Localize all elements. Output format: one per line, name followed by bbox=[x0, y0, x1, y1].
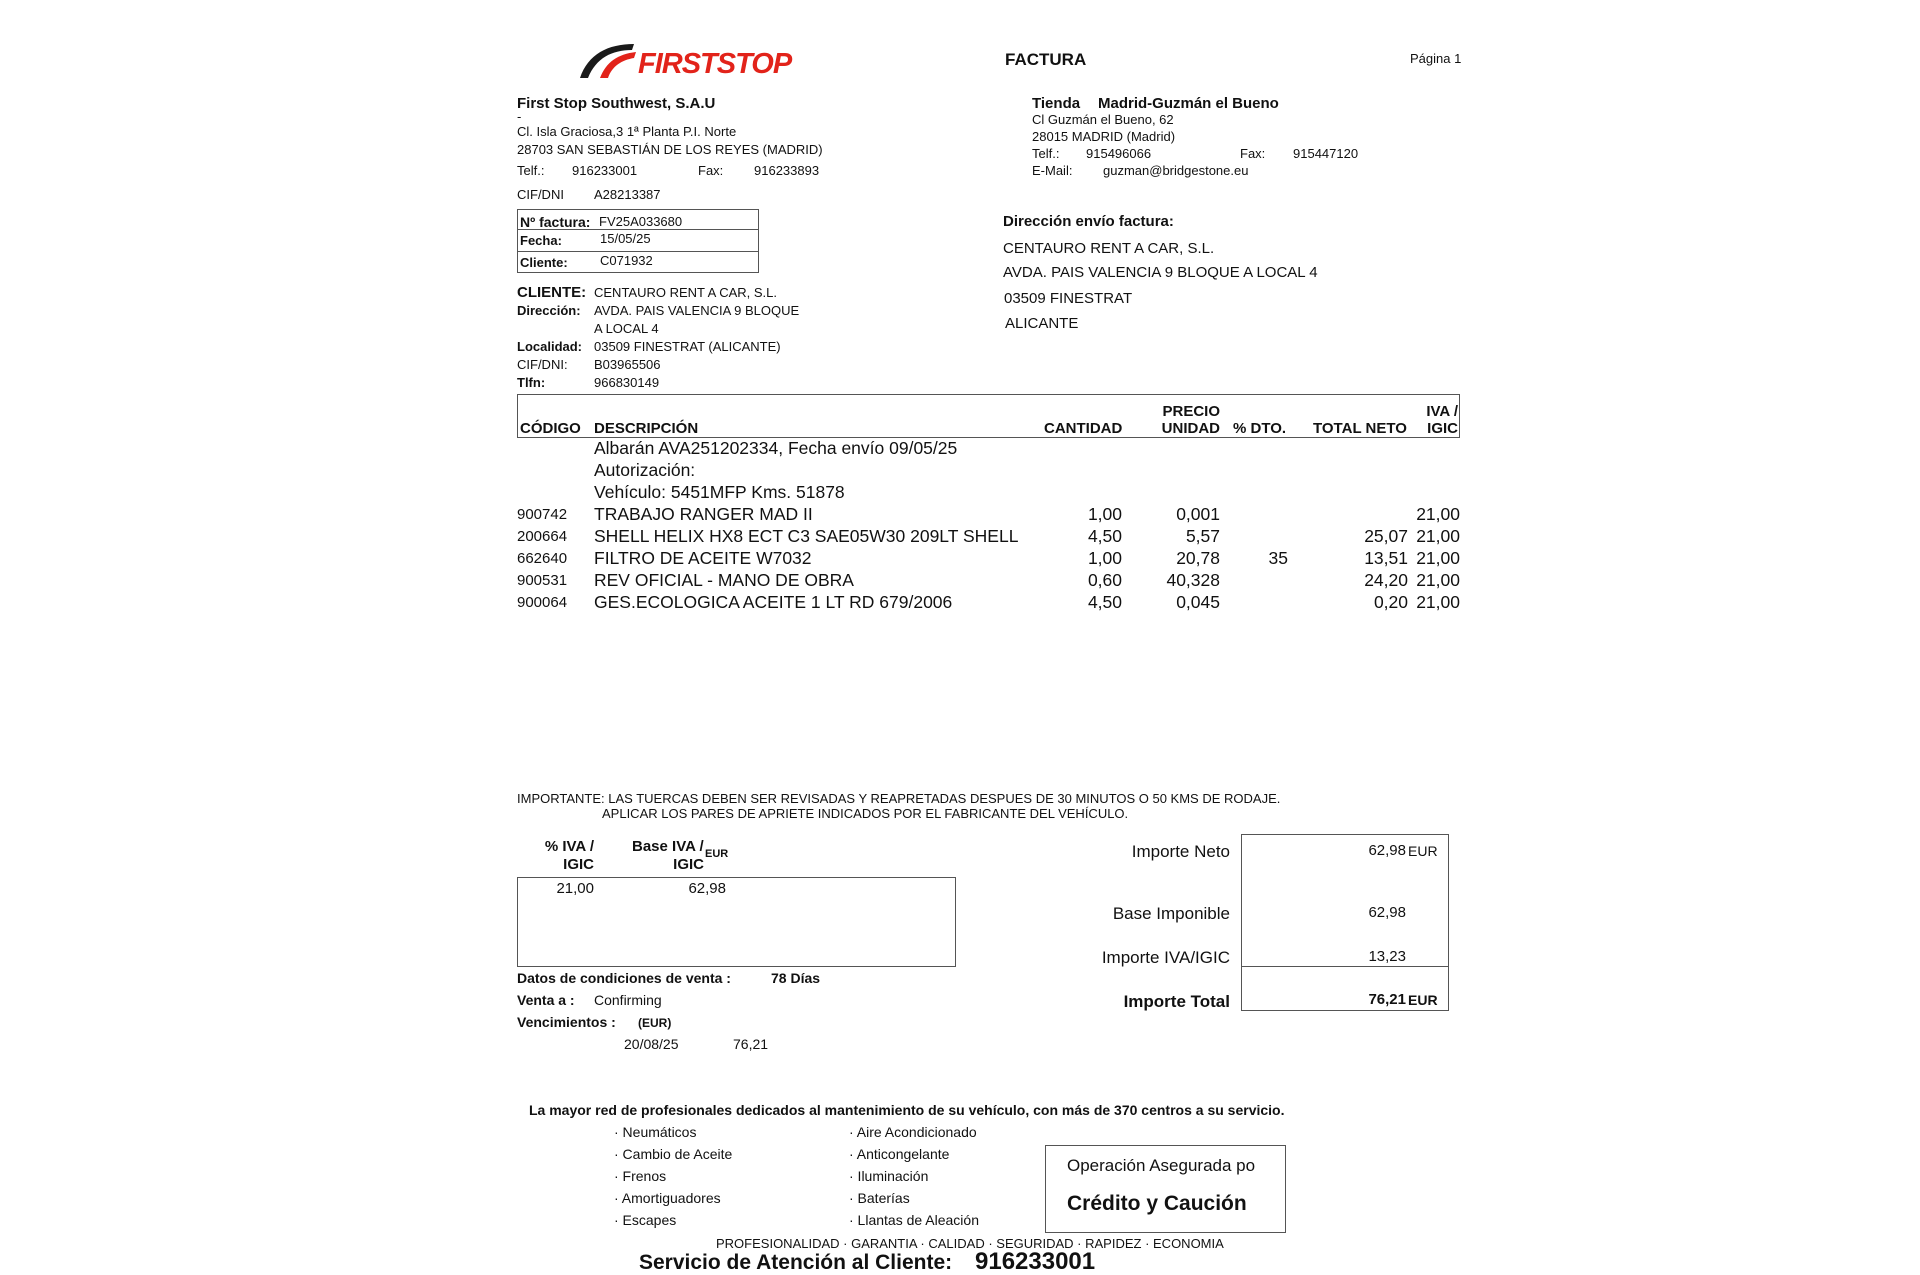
invoice-client-id: C071932 bbox=[600, 253, 653, 268]
row-unit-price: 0,045 bbox=[1176, 592, 1220, 612]
row-quantity: 1,00 bbox=[1087, 504, 1122, 524]
net-amount-currency: EUR bbox=[1408, 843, 1438, 859]
client-tel-label: Tlfn: bbox=[517, 375, 546, 390]
tax-base-value: 62,98 bbox=[688, 880, 726, 897]
due-amount: 76,21 bbox=[733, 1036, 769, 1052]
row-total: 25,07 bbox=[1364, 526, 1408, 546]
store-tel-label: Telf.: bbox=[1032, 146, 1060, 161]
company-address-1: Cl. Isla Graciosa,3 1ª Planta P.I. Norte bbox=[517, 124, 737, 139]
row-unit-price: 20,78 bbox=[1176, 548, 1220, 568]
shipping-line-2: AVDA. PAIS VALENCIA 9 BLOQUE A LOCAL 4 bbox=[1003, 264, 1318, 281]
row-quantity: 1,00 bbox=[1087, 548, 1122, 568]
row-quantity: 4,50 bbox=[1087, 526, 1122, 546]
tax-rate-header-2: IGIC bbox=[563, 856, 594, 873]
row-discount: 35 bbox=[1268, 548, 1288, 568]
row-unit-price: 5,57 bbox=[1185, 526, 1220, 546]
total-amount-value: 76,21 bbox=[1368, 991, 1406, 1008]
row-iva: 21,00 bbox=[1416, 548, 1460, 568]
list-item: · Aire Acondicionado bbox=[849, 1124, 977, 1140]
list-item: · Frenos bbox=[614, 1168, 667, 1184]
row-description: SHELL HELIX HX8 ECT C3 SAE05W30 209LT SHELL bbox=[594, 526, 1019, 546]
store-fax: 915447120 bbox=[1293, 146, 1359, 161]
store-fax-label: Fax: bbox=[1240, 146, 1266, 161]
company-cif: A28213387 bbox=[594, 187, 661, 202]
list-item: · Amortiguadores bbox=[614, 1190, 721, 1206]
total-amount-currency: EUR bbox=[1408, 992, 1438, 1008]
client-tel: 966830149 bbox=[594, 375, 660, 390]
store-tel: 915496066 bbox=[1086, 146, 1152, 161]
invoice-client-label: Cliente: bbox=[520, 255, 568, 270]
delivery-note: Albarán AVA251202334, Fecha envío 09/05/25 bbox=[594, 438, 958, 458]
list-item: · Baterías bbox=[849, 1190, 910, 1206]
row-iva: 21,00 bbox=[1416, 570, 1460, 590]
logo-wordmark: FIRSTSTOP bbox=[638, 48, 792, 80]
vehicle-note: Vehículo: 5451MFP Kms. 51878 bbox=[594, 482, 845, 502]
tax-base-currency: EUR bbox=[705, 848, 729, 860]
store-name: Madrid-Guzmán el Bueno bbox=[1098, 95, 1279, 112]
row-code: 900742 bbox=[517, 506, 568, 523]
insurance-line-1: Operación Asegurada po bbox=[1067, 1156, 1256, 1175]
row-total: 24,20 bbox=[1364, 570, 1408, 590]
row-description: TRABAJO RANGER MAD II bbox=[594, 504, 813, 524]
client-name: CENTAURO RENT A CAR, S.L. bbox=[594, 285, 778, 300]
row-description: REV OFICIAL - MANO DE OBRA bbox=[594, 570, 854, 590]
company-fax: 916233893 bbox=[754, 163, 820, 178]
totals-box-divider bbox=[1241, 966, 1449, 967]
row-total: 13,51 bbox=[1364, 548, 1408, 568]
store-address-1: Cl Guzmán el Bueno, 62 bbox=[1032, 112, 1174, 127]
company-tel: 916233001 bbox=[572, 163, 638, 178]
firststop-logo bbox=[578, 40, 798, 82]
customer-service-phone: 916233001 bbox=[975, 1248, 1096, 1275]
col-total-header: TOTAL NETO bbox=[1313, 420, 1407, 437]
col-price-header-2: UNIDAD bbox=[1161, 420, 1220, 437]
tax-rate-header-1: % IVA / bbox=[544, 838, 594, 855]
company-cif-label: CIF/DNI bbox=[517, 187, 564, 202]
row-code: 200664 bbox=[517, 528, 568, 545]
logo-swoosh-icon bbox=[578, 40, 638, 82]
row-iva: 21,00 bbox=[1416, 504, 1460, 524]
list-item: · Anticongelante bbox=[849, 1146, 950, 1162]
row-code: 900531 bbox=[517, 572, 568, 589]
totals-box bbox=[1241, 834, 1449, 1011]
invoice-date-label: Fecha: bbox=[520, 233, 562, 248]
list-item: · Iluminación bbox=[849, 1168, 929, 1184]
sale-to-value: Confirming bbox=[594, 992, 662, 1008]
col-qty-header: CANTIDAD bbox=[1044, 420, 1123, 437]
store-address-2: 28015 MADRID (Madrid) bbox=[1032, 129, 1176, 144]
list-item: · Llantas de Aleación bbox=[849, 1212, 979, 1228]
customer-service-label: Servicio de Atención al Cliente: bbox=[639, 1251, 953, 1274]
client-address-1: AVDA. PAIS VALENCIA 9 BLOQUE bbox=[594, 303, 800, 318]
row-unit-price: 0,001 bbox=[1176, 504, 1220, 524]
list-item: · Neumáticos bbox=[614, 1124, 697, 1140]
tax-amount-label: Importe IVA/IGIC bbox=[1101, 948, 1230, 967]
net-amount-label: Importe Neto bbox=[1131, 842, 1230, 861]
invoice-number: FV25A033680 bbox=[599, 214, 683, 229]
row-iva: 21,00 bbox=[1416, 526, 1460, 546]
invoice-date: 15/05/25 bbox=[600, 231, 651, 246]
client-label: CLIENTE: bbox=[517, 284, 587, 301]
company-address-2: 28703 SAN SEBASTIÁN DE LOS REYES (MADRID) bbox=[517, 142, 823, 157]
footer-tagline: La mayor red de profesionales dedicados al mantenimiento de su vehículo, con más de 370 centros a su servicio. bbox=[529, 1102, 1285, 1118]
tax-base-value-total: 62,98 bbox=[1368, 904, 1406, 921]
client-locality: 03509 FINESTRAT (ALICANTE) bbox=[594, 339, 781, 354]
page-number: Página 1 bbox=[1410, 51, 1462, 66]
col-price-header-1: PRECIO bbox=[1162, 403, 1220, 420]
col-iva-header-1: IVA / bbox=[1426, 403, 1458, 420]
row-description: GES.ECOLOGICA ACEITE 1 LT RD 679/2006 bbox=[594, 592, 953, 612]
conditions-days: 78 Días bbox=[771, 970, 821, 986]
company-fax-label: Fax: bbox=[698, 163, 724, 178]
invoice-number-label: Nº factura: bbox=[520, 214, 591, 230]
net-amount-value: 62,98 bbox=[1368, 842, 1406, 859]
client-locality-label: Localidad: bbox=[517, 339, 583, 354]
shipping-line-3: 03509 FINESTRAT bbox=[1004, 290, 1133, 307]
due-dates-currency: (EUR) bbox=[638, 1016, 672, 1030]
insurance-line-2: Crédito y Caución bbox=[1067, 1192, 1247, 1215]
client-cif-label: CIF/DNI: bbox=[517, 357, 568, 372]
shipping-line-4: ALICANTE bbox=[1005, 315, 1079, 332]
list-item: · Cambio de Aceite bbox=[614, 1146, 733, 1162]
row-quantity: 0,60 bbox=[1087, 570, 1122, 590]
store-label: Tienda bbox=[1032, 95, 1081, 112]
tax-amount-value: 13,23 bbox=[1368, 948, 1406, 965]
store-email: guzman@bridgestone.eu bbox=[1103, 163, 1249, 178]
due-date: 20/08/25 bbox=[624, 1036, 679, 1052]
row-unit-price: 40,328 bbox=[1166, 570, 1220, 590]
company-tel-label: Telf.: bbox=[517, 163, 545, 178]
client-address-2: A LOCAL 4 bbox=[594, 321, 659, 336]
client-address-label: Dirección: bbox=[517, 303, 581, 318]
tax-base-header-1: Base IVA / bbox=[632, 838, 704, 855]
tax-rate-value: 21,00 bbox=[556, 880, 594, 897]
row-description: FILTRO DE ACEITE W7032 bbox=[594, 548, 812, 568]
row-iva: 21,00 bbox=[1416, 592, 1460, 612]
col-desc-header: DESCRIPCIÓN bbox=[594, 420, 699, 437]
row-code: 662640 bbox=[517, 550, 568, 567]
total-amount-label: Importe Total bbox=[1123, 992, 1230, 1011]
row-total: 0,20 bbox=[1373, 592, 1408, 612]
important-notice-line-2: APLICAR LOS PARES DE APRIETE INDICADOS POR EL FABRICANTE DEL VEHÍCULO. bbox=[602, 806, 1129, 821]
col-iva-header-2: IGIC bbox=[1427, 420, 1458, 437]
client-cif: B03965506 bbox=[594, 357, 661, 372]
important-notice-line-1: IMPORTANTE: LAS TUERCAS DEBEN SER REVISADAS Y REAPRETADAS DESPUES DE 30 MINUTOS O 50 KMS DE RODAJE. bbox=[517, 791, 1281, 806]
due-dates-label: Vencimientos : bbox=[517, 1014, 616, 1030]
conditions-label: Datos de condiciones de venta : bbox=[517, 970, 731, 986]
col-disc-header: % DTO. bbox=[1233, 420, 1287, 437]
store-email-label: E-Mail: bbox=[1032, 163, 1073, 178]
footer-values: PROFESIONALIDAD · GARANTIA · CALIDAD · SEGURIDAD · RAPIDEZ · ECONOMIA bbox=[716, 1236, 1224, 1251]
shipping-title: Dirección envío factura: bbox=[1003, 213, 1174, 230]
company-name: First Stop Southwest, S.A.U bbox=[517, 95, 716, 112]
list-item: · Escapes bbox=[614, 1212, 677, 1228]
tax-base-label: Base Imponible bbox=[1112, 904, 1230, 923]
tax-base-header-2: IGIC bbox=[673, 856, 704, 873]
row-quantity: 4,50 bbox=[1087, 592, 1122, 612]
company-dash: - bbox=[517, 109, 522, 124]
col-code-header: CÓDIGO bbox=[520, 420, 581, 437]
row-code: 900064 bbox=[517, 594, 568, 611]
authorization-note: Autorización: bbox=[594, 460, 696, 480]
document-title: FACTURA bbox=[1005, 50, 1087, 69]
sale-to-label: Venta a : bbox=[517, 992, 575, 1008]
invoice-box-divider-2 bbox=[517, 251, 759, 252]
shipping-line-1: CENTAURO RENT A CAR, S.L. bbox=[1003, 240, 1215, 257]
